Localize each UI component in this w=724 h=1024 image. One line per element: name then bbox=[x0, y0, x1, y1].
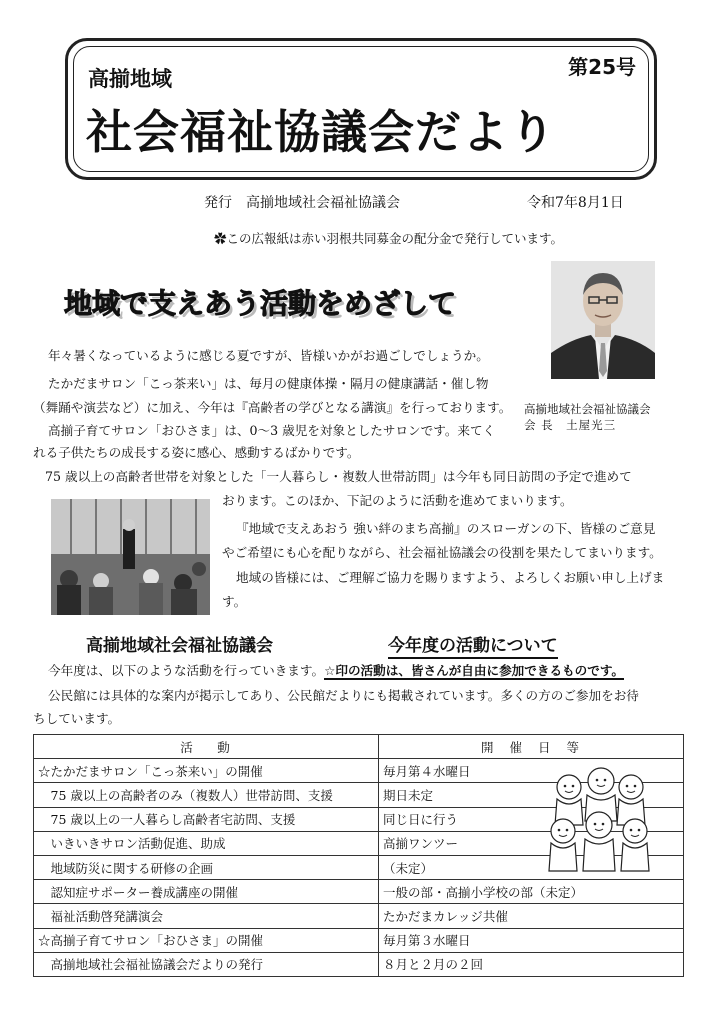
chairman-caption-name: 会 長 土屋光三 bbox=[524, 418, 617, 432]
section-intro bbox=[48, 660, 624, 681]
newsletter-title: 社会福祉協議会だより bbox=[86, 105, 556, 159]
issue-date: 令和7年8月1日 bbox=[527, 195, 624, 211]
body-line: おります。このほか、下記のように活動を進めてまいります。 bbox=[222, 493, 573, 508]
schedule-cell: 毎月第４水曜日 bbox=[379, 759, 684, 783]
schedule-cell: （未定） bbox=[379, 855, 684, 879]
table-row bbox=[34, 928, 684, 952]
activity-cell: 高揃地域社会福祉協議会だよりの発行 bbox=[34, 952, 379, 976]
schedule-cell: 毎月第３水曜日 bbox=[379, 928, 684, 952]
activity-cell: 認知症サポーター養成講座の開催 bbox=[34, 880, 379, 904]
participation-note: ☆印の活動は、皆さんが自由に参加できるものです。 bbox=[324, 663, 625, 678]
meeting-photo bbox=[51, 499, 210, 615]
masthead bbox=[65, 38, 657, 180]
body-line: （舞踊や演芸など）に加え、今年は『高齢者の学びとなる講演』を行っております。 bbox=[33, 400, 512, 415]
schedule-cell: 同じ日に行う bbox=[379, 807, 684, 831]
body-line: 75 歳以上の高齢者世帯を対象とした「一人暮らし・複数人世帯訪問」は今年も同日訪問の予定で進めて bbox=[45, 469, 632, 484]
activity-cell: ☆たかだまサロン「こっ茶来い」の開催 bbox=[34, 759, 379, 783]
activity-cell: ☆高揃子育てサロン「おひさま」の開催 bbox=[34, 928, 379, 952]
schedule-cell: 一般の部・高揃小学校の部（未定） bbox=[379, 880, 684, 904]
activity-cell: 地域防災に関する研修の企画 bbox=[34, 855, 379, 879]
chairman-photo bbox=[551, 261, 655, 379]
table-header-row bbox=[34, 735, 684, 759]
table-header-schedule: 開 催 日 等 bbox=[379, 735, 684, 759]
table-row bbox=[34, 952, 684, 976]
activity-cell: 75 歳以上の高齢者のみ（複数人）世帯訪問、支援 bbox=[34, 783, 379, 807]
activity-cell: いきいきサロン活動促進、助成 bbox=[34, 831, 379, 855]
issue-number: 第25号 bbox=[568, 55, 636, 79]
activity-cell: 福祉活動啓発講演会 bbox=[34, 904, 379, 928]
elderly-group-illustration bbox=[547, 765, 651, 873]
region-label: 高揃地域 bbox=[88, 67, 172, 91]
body-line: やご希望にも心を配りながら、社会福祉協議会の役割を果たしてまいります。 bbox=[222, 545, 662, 560]
table-header-activity: 活 動 bbox=[34, 735, 379, 759]
body-line: 地域の皆様には、ご理解ご協力を賜りますよう、よろしくお願い申し上げま bbox=[236, 570, 665, 585]
publisher: 発行 高揃地域社会福祉協議会 bbox=[204, 195, 400, 211]
body-line: れる子供たちの成長する姿に感心、感動するばかりです。 bbox=[33, 445, 360, 460]
chairman-caption-org: 高揃地域社会福祉協議会 bbox=[524, 402, 651, 416]
headline: 地域で支えあう活動をめざして bbox=[64, 287, 457, 320]
body-line: 高揃子育てサロン「おひさま」は、0～3 歳児を対象としたサロンです。来てく bbox=[48, 423, 496, 438]
funding-note: ✿この広報紙は赤い羽根共同募金の配分金で発行しています。 bbox=[214, 231, 564, 246]
schedule-cell: 期日未定 bbox=[379, 783, 684, 807]
schedule-cell: ８月と２月の２回 bbox=[379, 952, 684, 976]
body-line: 年々暑くなっているように感じる夏ですが、皆様いかがお過ごしでしょうか。 bbox=[48, 348, 489, 363]
section-intro-text: 今年度は、以下のような活動を行っていきます。 bbox=[48, 663, 325, 678]
section-intro: ちしています。 bbox=[33, 711, 121, 726]
body-line: たかだまサロン「こっ茶来い」は、毎月の健康体操・隔月の健康講話・催し物 bbox=[48, 376, 489, 391]
section-title: 高揃地域社会福祉協議会 bbox=[86, 636, 273, 656]
section-subtitle: 今年度の活動について bbox=[388, 631, 558, 659]
schedule-cell: たかだまカレッジ共催 bbox=[379, 904, 684, 928]
activity-cell: 75 歳以上の一人暮らし高齢者宅訪問、支援 bbox=[34, 807, 379, 831]
schedule-cell: 高揃ワンツー bbox=[379, 831, 684, 855]
table-row bbox=[34, 880, 684, 904]
body-line: 『地域で支えあおう 強い絆のまち高揃』のスローガンの下、皆様のご意見 bbox=[236, 521, 656, 536]
body-line: す。 bbox=[222, 594, 247, 609]
section-intro: 公民館には具体的な案内が掲示してあり、公民館だよりにも掲載されています。多くの方のご参加をお待 bbox=[48, 688, 639, 703]
table-row bbox=[34, 904, 684, 928]
